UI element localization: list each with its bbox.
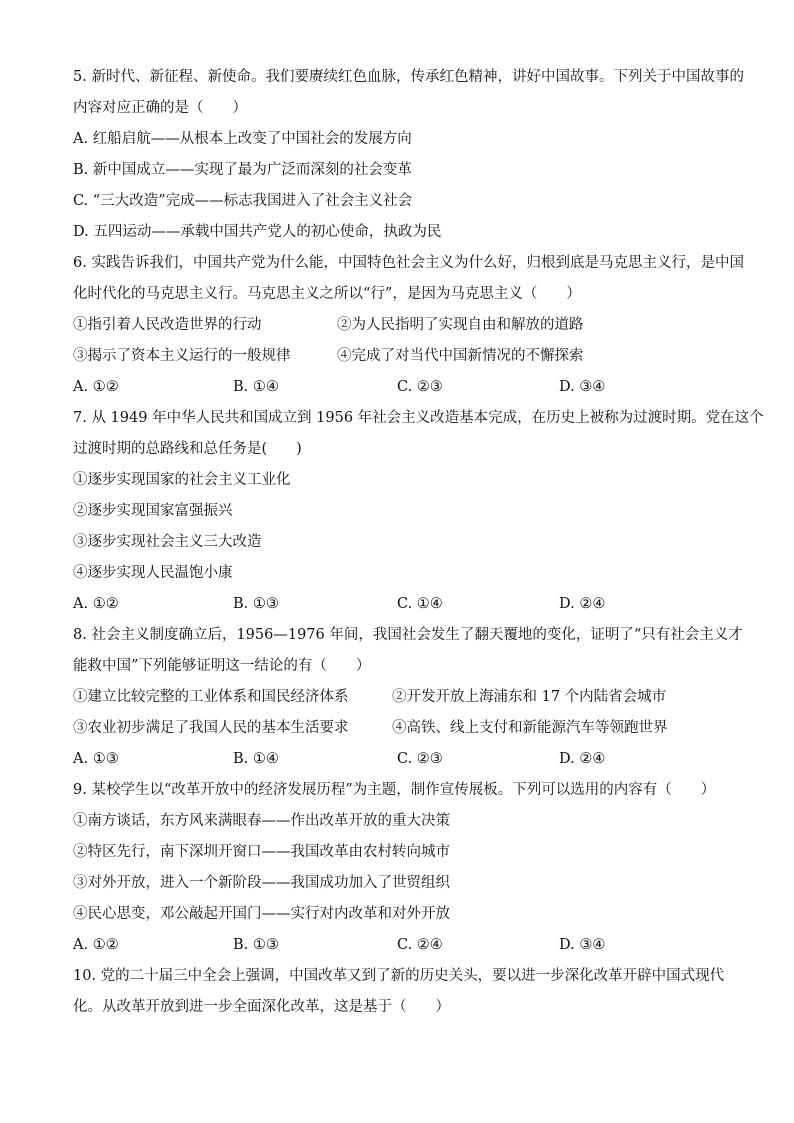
q9-option-b: B. ①③ (233, 937, 279, 953)
q6-statements-row-2 (73, 341, 733, 372)
q7-options (73, 589, 733, 620)
q8-stem-line-1: 8. 社会主义制度确立后，1956—1976 年间，我国社会发生了翻天覆地的变化，证明了“只有社会主义才 (73, 627, 743, 643)
q9-statement-1: ①南方谈话，东方风来满眼春——作出改革开放的重大决策 (73, 813, 450, 829)
q7-option-b: B. ①③ (233, 596, 279, 612)
q6-statement-1: ①指引着人民改造世界的行动 (73, 317, 262, 333)
q8-stem-line-2: 能救中国”下列能够证明这一结论的有（ ） (73, 658, 371, 674)
q6-option-c: C. ②③ (397, 379, 443, 395)
q7-stem-line-1: 7. 从 1949 年中华人民共和国成立到 1956 年社会主义改造基本完成，在历史上被称为过渡时期。党在这个 (73, 410, 764, 426)
q8-statement-1: ①建立比较完整的工业体系和国民经济体系 (73, 689, 349, 705)
q9-statement-3: ③对外开放，进入一个新阶段——我国成功加入了世贸组织 (73, 875, 450, 891)
q6-options (73, 372, 733, 403)
q7-statement-3: ③逐步实现社会主义三大改造 (73, 534, 262, 550)
q8-statements-row-1 (73, 682, 733, 713)
q6-option-b: B. ①④ (233, 379, 279, 395)
q8-option-b: B. ①④ (233, 751, 279, 767)
q5-stem-line-2: 内容对应正确的是（ ） (73, 100, 247, 116)
q8-option-a: A. ①③ (73, 751, 119, 767)
q8-statements-row-2 (73, 713, 733, 744)
q5-option-a: A. 红船启航——从根本上改变了中国社会的发展方向 (73, 131, 412, 147)
q9-statement-4: ④民心思变，邓公敲起开国门——实行对内改革和对外开放 (73, 906, 450, 922)
q9-option-d: D. ③④ (559, 937, 606, 953)
q10-stem-line-2: 化。从改革开放到进一步全面深化改革，这是基于（ ） (73, 999, 450, 1015)
q9-statement-2: ②特区先行，南下深圳开窗口——我国改革由农村转向城市 (73, 844, 450, 860)
q5-stem-line-1: 5. 新时代、新征程、新使命。我们要赓续红色血脉，传承红色精神，讲好中国故事。下列关于中国故事的 (73, 69, 744, 85)
q5-option-c: C. “三大改造”完成——标志我国进入了社会主义社会 (73, 193, 413, 209)
q6-stem-line-2: 化时代化的马克思主义行。马克思主义之所以“行”，是因为马克思主义（ ） (73, 286, 581, 302)
q8-statement-3: ③农业初步满足了我国人民的基本生活要求 (73, 720, 349, 736)
q5-option-b: B. 新中国成立——实现了最为广泛而深刻的社会变革 (73, 162, 412, 178)
q6-stem-line-1: 6. 实践告诉我们，中国共产党为什么能，中国特色社会主义为什么好，归根到底是马克思主义行，是中国 (73, 255, 744, 271)
q8-statement-2: ②开发开放上海浦东和 17 个内陆省会城市 (392, 689, 667, 705)
q6-statement-3: ③揭示了资本主义运行的一般规律 (73, 348, 291, 364)
q6-option-a: A. ①② (73, 379, 119, 395)
q10-stem-line-1: 10. 党的二十届三中全会上强调，中国改革又到了新的历史关头，要以进一步深化改革开辟中国式现代 (73, 968, 725, 984)
q6-statement-2: ②为人民指明了实现自由和解放的道路 (337, 317, 584, 333)
q7-stem-line-2: 过渡时期的总路线和总任务是( ) (73, 441, 302, 457)
q9-stem-line-1: 9. 某校学生以“改革开放中的经济发展历程”为主题，制作宣传展板。下列可以选用的内容有（ ） (73, 782, 716, 798)
q8-options (73, 744, 733, 775)
q9-options (73, 930, 733, 961)
q9-option-c: C. ②④ (397, 937, 443, 953)
q6-statement-4: ④完成了对当代中国新情况的不懈探索 (337, 348, 584, 364)
q9-option-a: A. ①② (73, 937, 119, 953)
q7-statement-2: ②逐步实现国家富强振兴 (73, 503, 233, 519)
q7-option-d: D. ②④ (559, 596, 606, 612)
q8-option-d: D. ②④ (559, 751, 606, 767)
q6-statements-row-1 (73, 310, 733, 341)
q7-option-a: A. ①② (73, 596, 119, 612)
q8-statement-4: ④高铁、线上支付和新能源汽车等领跑世界 (392, 720, 668, 736)
q5-option-d: D. 五四运动——承载中国共产党人的初心使命，执政为民 (73, 224, 442, 240)
q7-statement-4: ④逐步实现人民温饱小康 (73, 565, 233, 581)
q8-option-c: C. ②③ (397, 751, 443, 767)
q7-statement-1: ①逐步实现国家的社会主义工业化 (73, 472, 291, 488)
exam-page (73, 62, 764, 1023)
q6-option-d: D. ③④ (559, 379, 606, 395)
q7-option-c: C. ①④ (397, 596, 443, 612)
